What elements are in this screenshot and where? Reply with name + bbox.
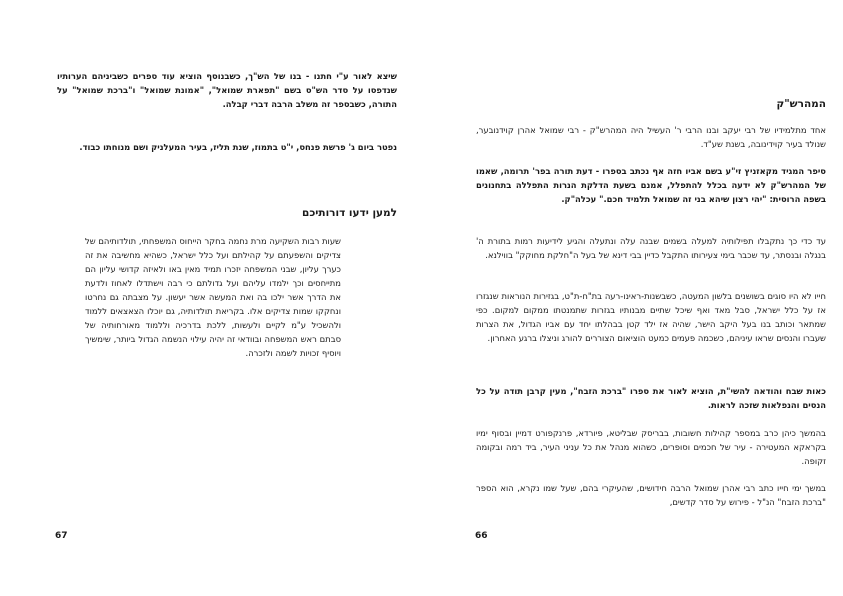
left-heading: למען ידעו דורותיכם [302, 207, 397, 219]
left-paragraph-1: שיצא לאור ע"י חתנו - בנו של הש"ך, כשבנוסף הוציא עוד ספרים כשביניהם הערותיו שנדפסו על סדר הש"ס בשם "תפארת שמואל", "אמונת שמואל" ו"ברכת שמואל" על התורה, כשבספר זה משלב הרבה דברי קבלה. [57, 71, 397, 109]
left-paragraph-1-block [57, 69, 397, 111]
right-paragraph-4: חייו לא היו סוגים בשושנים בלשון המעטה, כשבשנות-ראינו-רעה בת"ח-ת"ט, בגזירות הנוראות שנגזרו אז על כלל ישראל, סבל מאד ואף שיכל שתיים מבנותיו בגזרות שתמנטתו ממקום למקום. כפי שמתאר וכותב בנו בעל היקב הישר, שהיה אז ילד קטן בבהלתו יחד עם אביו הגדול, את הצרות שעברו והנסים שראו עיניהם, כשכמה פעמים כמעט הוציאום הצוררים להורג וניצלו ברגע האחרון. [476, 291, 826, 343]
right-paragraph-2: סיפר המגיד מקאזניץ זי"ע בשם אביו חזה אף נכתב בספרו - דעת תורה בפר' תרומה, שאמו של המהרש"ק לא ידעה בכלל להתפלל, אמנם בשעת הדלקת הנרות התפללה בתחנונים בשפה הרוסית: "יהי רצון שיהא בני זה שמואל תלמיד חכם." עכלה"ק. [476, 166, 826, 204]
right-paragraph-3-block [476, 234, 826, 262]
left-page [0, 0, 421, 596]
right-paragraph-7: במשך ימי חייו כתב רבי אהרן שמואל הרבה חידושים, שהעיקרי בהם, שעל שמו נקרא, הוא הספר "ברכת הזבח" הנ"ל - פירוש על סדר קדשים, [476, 483, 826, 507]
right-page [421, 0, 843, 596]
page-number-67: 67 [55, 531, 68, 541]
right-paragraph-7-block [476, 481, 826, 509]
right-paragraph-3: עד כדי כך נתקבלו תפילותיה למעלה בשמים שבנה עלה ונתעלה והגיע לידיעות רמות בתורת ה' בנגלה ובנסתר, עד שכבר בימי צעירותו התקבל כדיין בבי דינא של בעל ה"חלקת מחוקק" בווילנא. [476, 236, 826, 260]
left-paragraph-3-block [85, 234, 341, 360]
left-paragraph-2-block [57, 140, 397, 154]
right-paragraph-6: בהמשך כיהן כרב במספר קהילות חשובות, בבריסק שבליטא, פיורדא, פרנקפורט דמיין ובסוף ימיו בקראקא המעטירה - עיר של חכמים וסופרים, כשהוא מנהל את כל עניני העיר, ביד רמה ובקומה זקופה. [476, 428, 826, 466]
right-paragraph-1: אחד מתלמידיו של רבי יעקב ובנו הרבי ר' העשיל היה המהרש"ק - רבי שמואל אהרן קוידנובער, שנולד בעיר קוידינובה, בשנת שע"ד. [476, 125, 826, 149]
left-paragraph-2: נפטר ביום ג' פרשת פנחס, י"ט בתמוז, שנת תליז, בעיר המעלניק ושם מנוחתו כבוד. [79, 142, 397, 152]
right-paragraph-5-block [476, 384, 826, 412]
right-heading: המהרש"ק [776, 98, 826, 110]
right-paragraph-2-block [476, 164, 826, 206]
right-paragraph-4-block [476, 289, 826, 345]
right-paragraph-6-block [476, 426, 826, 468]
right-paragraph-5: כאות שבח והודאה להשי"ת, הוציא לאור את ספרו "ברכת הזבח", מעין קרבן תודה על כל הנסים והנפלאות שזכה לראות. [476, 386, 826, 410]
page-number-66: 66 [475, 531, 488, 541]
left-paragraph-3: שעות רבות השקיעה מרת נחמה בחקר הייחוס המשפחתי, תולדותיהם של צדיקים והשפעתם על קהילתם ועל כלל ישראל, כשהיא מחשיבה את זה כערך עליון, שבני המשפחה יזכרו תמיד מאין באו ולאיזה קדושי עליון הם מתייחסים וכך ילמדו עליהם ועל גדולתם כי רבה וישתדלו לאחוז ולדעת את הדרך אשר ילכו בה ואת המעשה אשר יעשון. על מצבתה גם נחרטו ונחקקו שמות צדיקים אלו. בקריאת תולדותיה, גם יוכלו הצאצאים ללמוד ולהשכיל ע"מ לקיים ולעשות, ללכת בדרכיה וללמוד מאורחותיה של סבתם ראש המשפחה ובוודאי זה יהיה עילוי הנשמה הגדול ביותר, שימשיך ויוסיף זכויות לשמה ולזכרה. [85, 236, 341, 358]
right-paragraph-1-block [476, 123, 826, 151]
